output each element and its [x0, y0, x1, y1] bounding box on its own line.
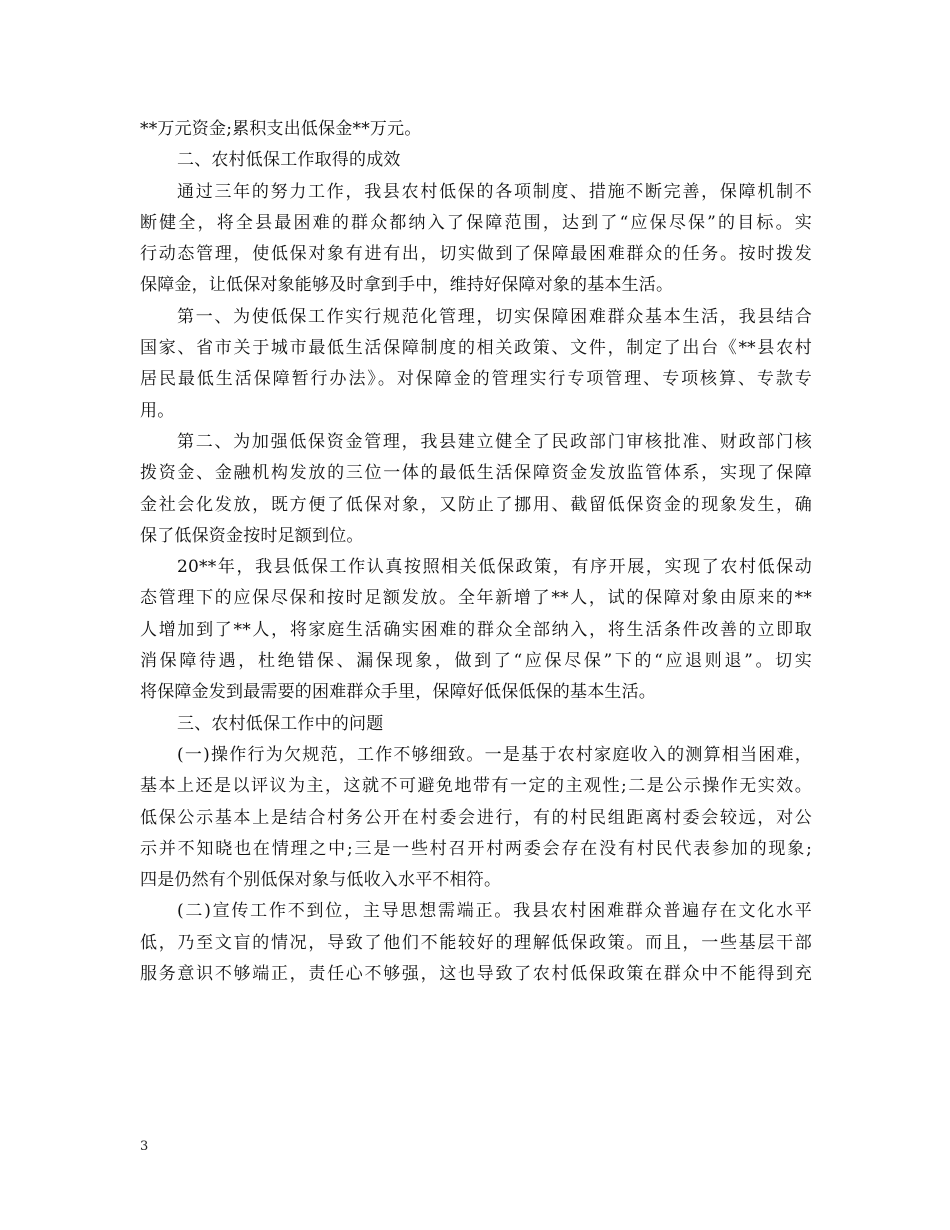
text-line: 态管理下的应保尽保和按时足额发放。全年新增了**人，试的保障对象由原来的** — [140, 588, 812, 609]
text-line: 国家、省市关于城市最低生活保障制度的相关政策、文件，制定了出台《**县农村 — [140, 338, 812, 359]
text-line: 第一、为使低保工作实行规范化管理，切实保障困难群众基本生活，我县结合 — [177, 306, 812, 327]
text-line: 服务意识不够端正，责任心不够强，这也导致了农村低保政策在群众中不能得到充 — [140, 964, 812, 985]
text-line: 二、农村低保工作取得的成效 — [177, 150, 401, 171]
text-line: 三、农村低保工作中的问题 — [177, 713, 384, 734]
text-line: 基本上还是以评议为主，这就不可避免地带有一定的主观性;二是公示操作无实效。 — [140, 776, 812, 797]
text-line: 断健全，将全县最困难的群众都纳入了保障范围，达到了“应保尽保”的目标。实 — [140, 212, 812, 233]
text-line: 消保障待遇，杜绝错保、漏保现象，做到了“应保尽保”下的“应退则退”。切实 — [140, 651, 812, 672]
document-body — [140, 114, 812, 990]
text-line: 用。 — [140, 400, 175, 421]
text-line: 通过三年的努力工作，我县农村低保的各项制度、措施不断完善，保障机制不 — [177, 181, 812, 202]
text-line: 四是仍然有个别低保对象与低收入水平不相符。 — [140, 870, 502, 891]
text-line: 金社会化发放，既方便了低保对象，又防止了挪用、截留低保资金的现象发生，确 — [140, 494, 812, 515]
text-line: 人增加到了**人，将家庭生活确实困难的群众全部纳入，将生活条件改善的立即取 — [140, 619, 812, 640]
text-line: 居民最低生活保障暂行办法》。对保障金的管理实行专项管理、专项核算、专款专 — [140, 369, 812, 390]
text-line: 将保障金发到最需要的困难群众手里，保障好低保低保的基本生活。 — [140, 682, 656, 703]
text-line: 低，乃至文盲的情况，导致了他们不能较好的理解低保政策。而且，一些基层干部 — [140, 932, 812, 953]
text-line: 行动态管理，使低保对象有进有出，切实做到了保障最困难群众的任务。按时拨发 — [140, 244, 812, 265]
text-line: 保障金，让低保对象能够及时拿到手中，维持好保障对象的基本生活。 — [140, 275, 674, 296]
text-line: 拨资金、金融机构发放的三位一体的最低生活保障资金发放监管体系，实现了保障 — [140, 463, 812, 484]
text-line: (二)宣传工作不到位，主导思想需端正。我县农村困难群众普遍存在文化水平 — [177, 901, 812, 922]
text-line: 保了低保资金按时足额到位。 — [140, 525, 364, 546]
text-line: **万元资金;累积支出低保金**万元。 — [140, 119, 422, 139]
page-number: 3 — [140, 1139, 149, 1154]
text-line: 示并不知晓也在情理之中;三是一些村召开村两委会存在没有村民代表参加的现象; — [140, 838, 812, 859]
text-line: (一)操作行为欠规范，工作不够细致。一是基于农村家庭收入的测算相当困难， — [177, 744, 812, 765]
text-line: 第二、为加强低保资金管理，我县建立健全了民政部门审核批准、财政部门核 — [177, 431, 812, 452]
text-line: 20**年，我县低保工作认真按照相关低保政策，有序开展，实现了农村低保动 — [177, 557, 812, 578]
text-line: 低保公示基本上是结合村务公开在村委会进行，有的村民组距离村委会较远，对公 — [140, 807, 812, 828]
